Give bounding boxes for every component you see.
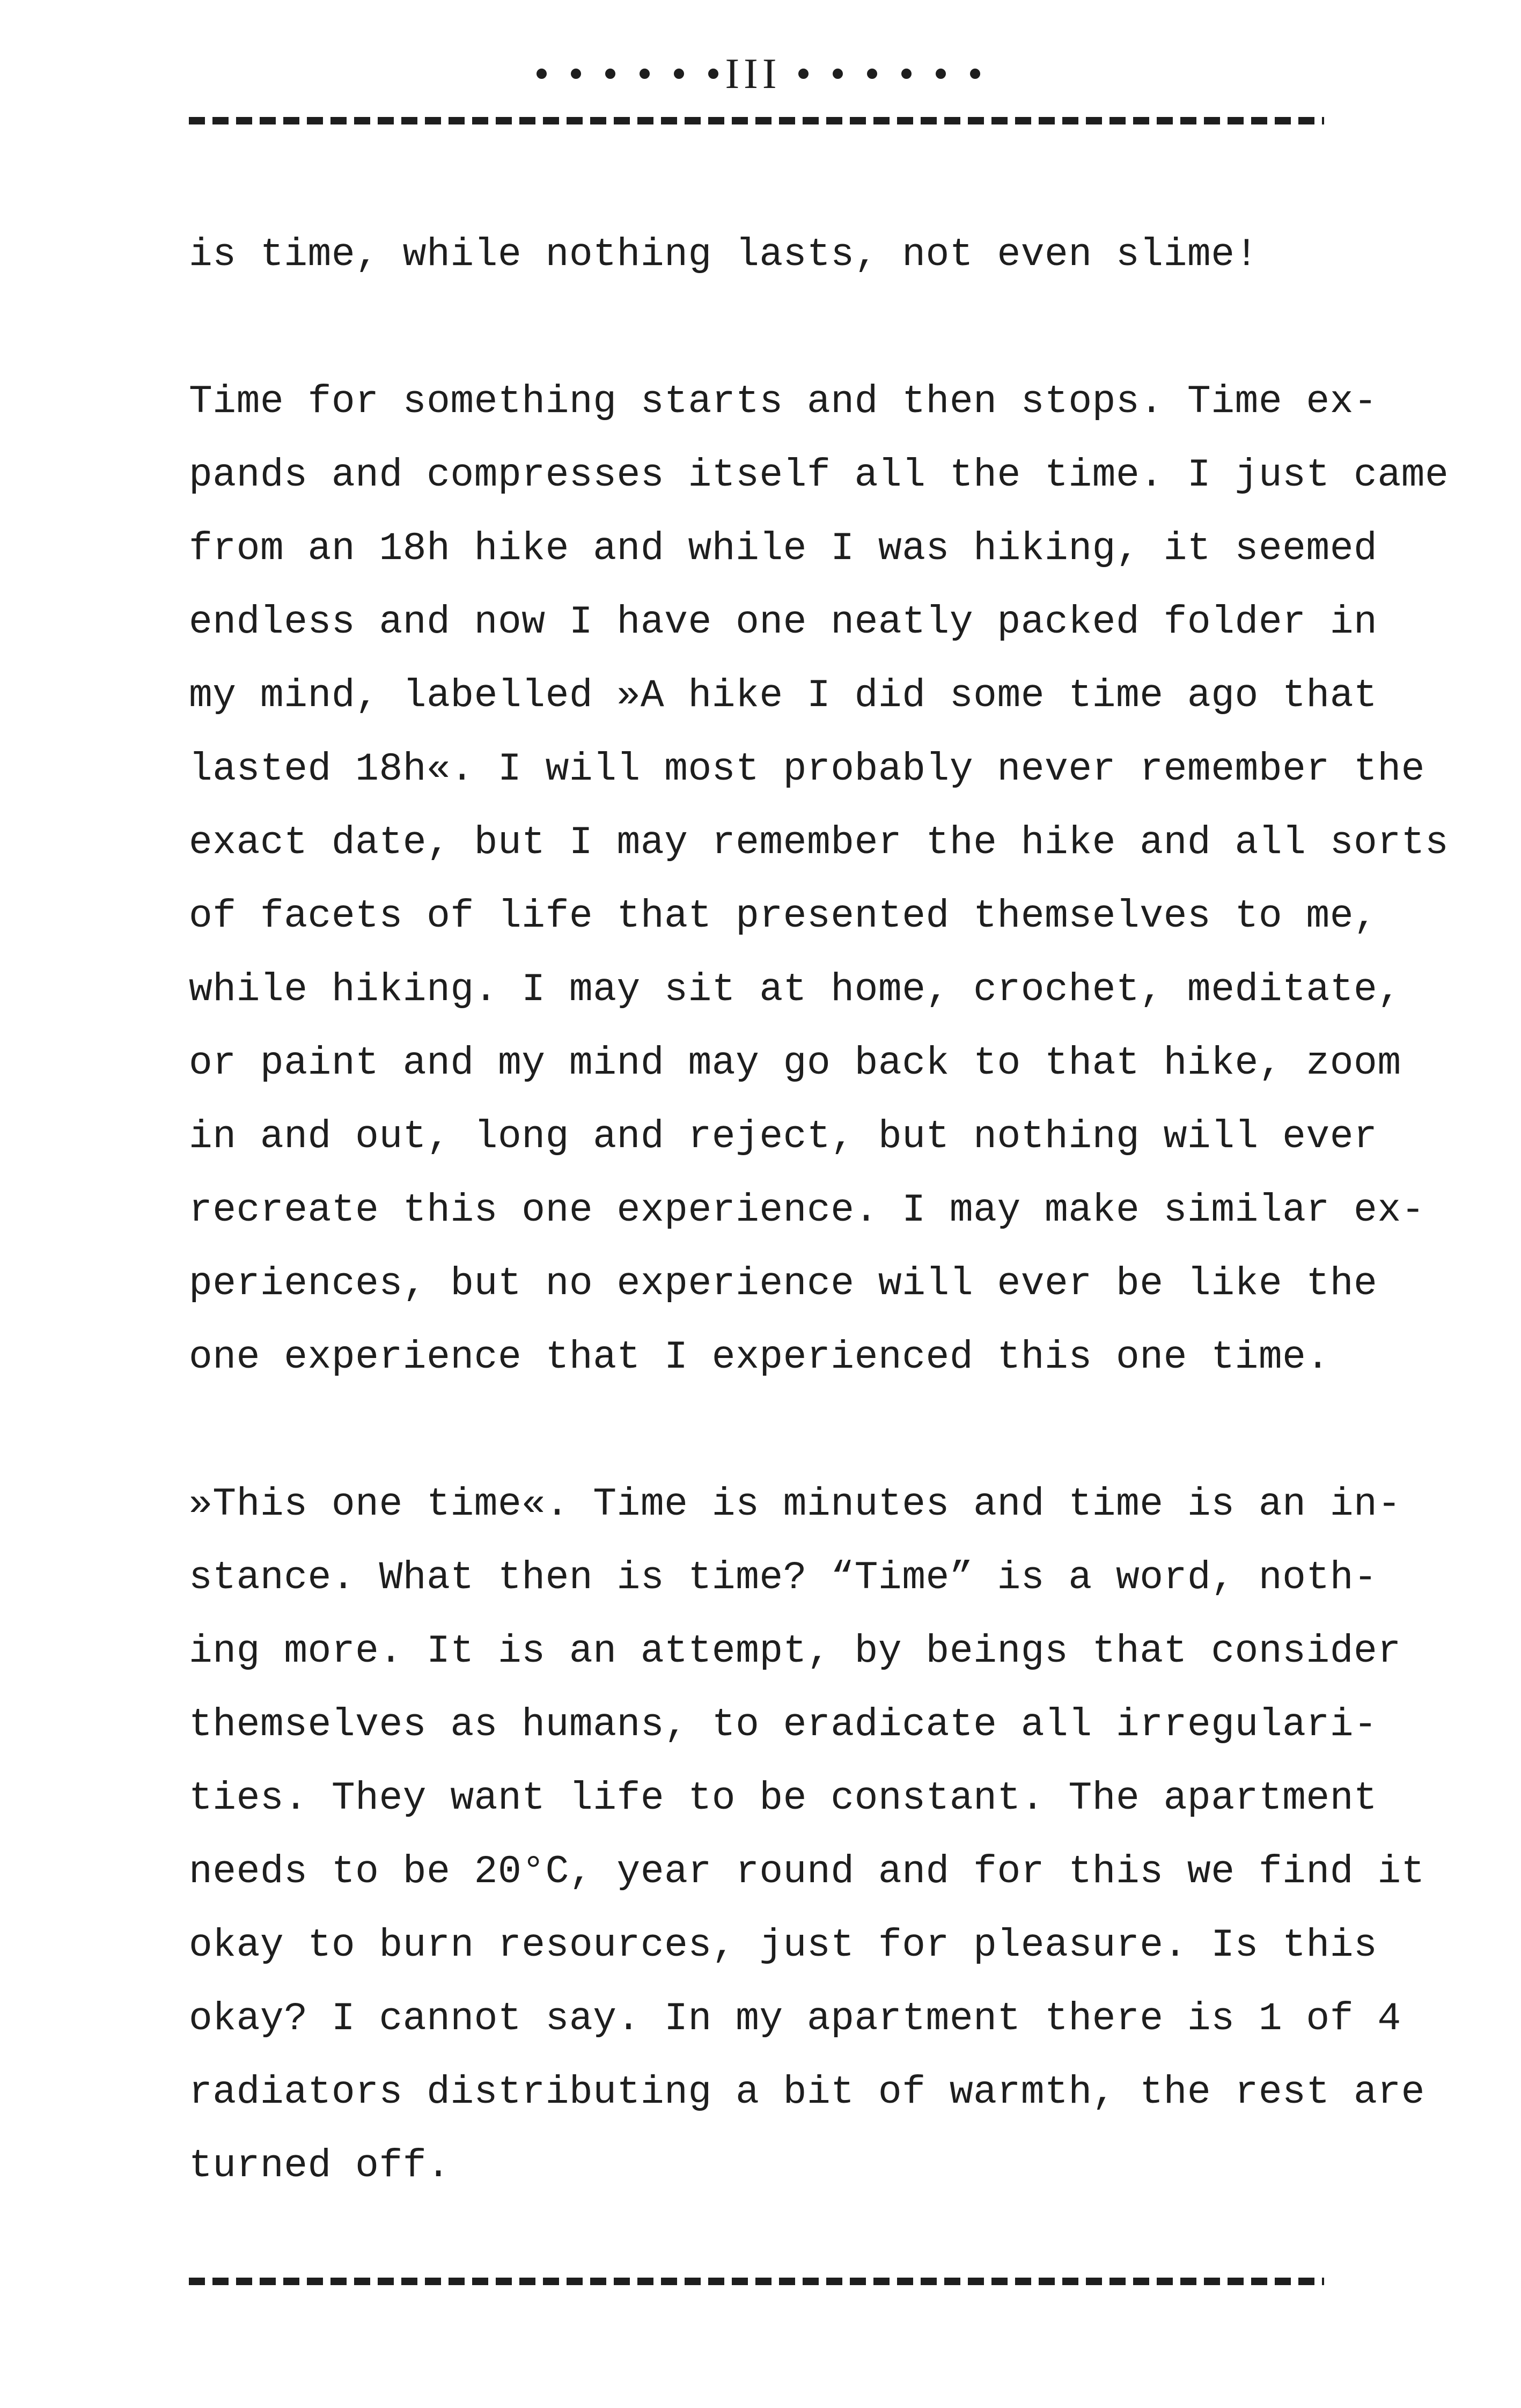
text-line: turned off. [189,2143,451,2188]
text-line: one experience that I experienced this one time. [189,1335,1330,1379]
text-line: ing more. It is an attempt, by beings that consider [189,1629,1401,1673]
text-line: »This one time«. Time is minutes and time is an in- [189,1482,1401,1526]
text-line: or paint and my mind may go back to that hike, zoom [189,1041,1401,1085]
text-line: from an 18h hike and while I was hiking, it seemed [189,526,1378,571]
text-line: exact date, but I may remember the hike and all sorts [189,820,1449,865]
text-line: lasted 18h«. I will most probably never remember the [189,747,1425,791]
page-header-marker: • • • • • •III • • • • • • [534,50,987,98]
text-line: in and out, long and reject, but nothing will ever [189,1114,1378,1159]
text-line: radiators distributing a bit of warmth, the rest are [189,2070,1425,2115]
text-line: Time for something starts and then stops. Time ex- [189,379,1378,424]
text-line: endless and now I have one neatly packed folder in [189,600,1378,644]
paragraph [189,365,1449,1394]
bottom-dashed-rule [189,2278,1324,2285]
text-line: my mind, labelled »A hike I did some time ago that [189,673,1378,718]
text-line: okay? I cannot say. In my apartment there is 1 of 4 [189,1996,1401,2041]
body-text [189,218,1449,2203]
paragraph [189,1467,1425,2203]
text-line: ties. They want life to be constant. The apartment [189,1776,1378,1820]
text-line: while hiking. I may sit at home, crochet, meditate, [189,967,1401,1012]
top-dashed-rule [189,117,1324,124]
text-line: recreate this one experience. I may make similar ex- [189,1188,1425,1232]
text-line: okay to burn resources, just for pleasure. Is this [189,1923,1378,1967]
text-line: themselves as humans, to eradicate all irregulari- [189,1702,1378,1747]
text-line: is time, while nothing lasts, not even slime! [189,232,1259,277]
text-line: needs to be 20°C, year round and for this we find it [189,1849,1425,1894]
text-line: periences, but no experience will ever be like the [189,1261,1378,1306]
text-line: pands and compresses itself all the time. I just came [189,453,1449,497]
paragraph [189,218,1344,291]
text-line: of facets of life that presented themselves to me, [189,894,1378,938]
text-line: stance. What then is time? “Time” is a word, noth- [189,1555,1378,1600]
